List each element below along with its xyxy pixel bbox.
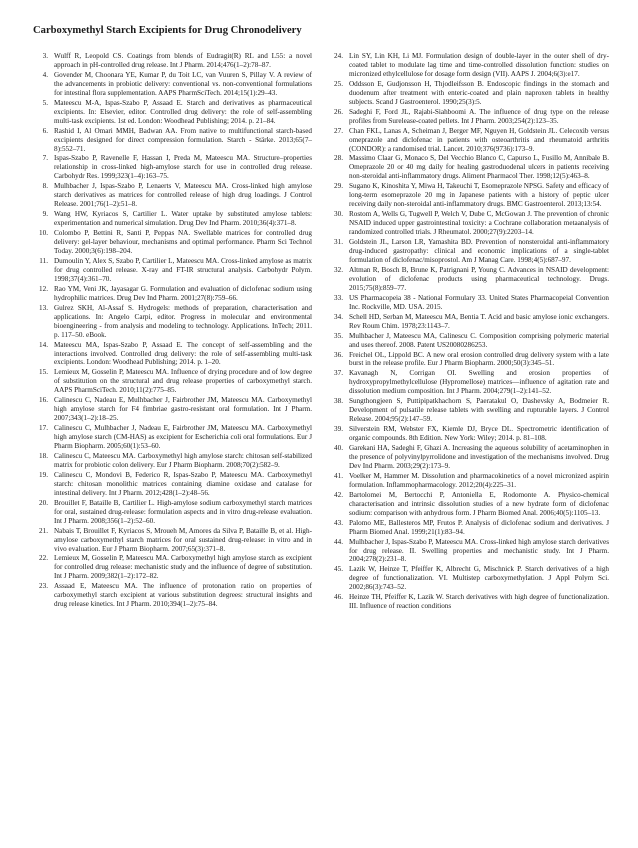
reference-text: Ispas-Szabo P, Ravenelle F, Hassan I, Preda M, Mateescu MA. Structure–properties relationship in cross-linked high-amylose starch for use in controlled drug release. Carbohydr Res. 1999;323(1–4):163–75. (54, 154, 312, 181)
reference-number: 40. (334, 444, 343, 453)
reference-text: Bartolomei M, Bertocchi P, Antoniella E, Rodomonte A. Physico-chemical characterisation and intrinsic dissolution studies of a new hydrate form of diclofenac sodium: comparison with anhydrous form. J Pharm Biomed Anal. 2006;40(5):1105–13. (349, 490, 609, 517)
reference-item (326, 444, 609, 471)
reference-number: 35. (334, 331, 343, 340)
reference-item (326, 565, 609, 592)
reference-text: Mulhbacher J, Ispas-Szabo P, Mateescu MA. Cross-linked high amylose starch derivatives for drug release. II. Swelling properties and mechanistic study. Int J Pharm. 2004;278(2):231–8. (349, 537, 609, 564)
reference-number: 21. (39, 526, 48, 535)
reference-item (326, 538, 609, 565)
reference-item (31, 471, 312, 498)
reference-item (31, 127, 312, 154)
reference-item (326, 266, 609, 293)
reference-number: 37. (334, 369, 343, 378)
reference-number: 3. (42, 52, 48, 60)
reference-number: 23. (39, 582, 48, 591)
reference-list-right (326, 52, 609, 611)
reference-text: Goldstein JL, Larson LR, Yamashita BD. Prevention of nonsteroidal anti-inflammatory drug-induced gastropathy: clinical and economic implications of a single-tablet formulation of diclofenac/misoprostol. Am J Manag Care. 1998;4(5):687–97. (349, 238, 609, 264)
reference-item (326, 332, 609, 350)
reference-number: 25. (334, 79, 343, 88)
reference-text: Nabais T, Brouillet F, Kyriacos S, Mroueh M, Amores da Silva P, Bataille B, et al. High-amylose carboxymethyl starch matrices for oral sustained drug-release: in vitro and in vivo evaluation. Eur J Pharm Biopharm. 2007;65(3):371–8. (54, 526, 312, 553)
reference-number: 29. (334, 182, 343, 191)
reference-text: Rashid I, Al Omari MMH, Badwan AA. From native to multifunctional starch-based excipients designed for direct compression formulation. Starch - Stärke. 2013;65(7–8):552–71. (54, 126, 312, 153)
reference-item (326, 397, 609, 424)
reference-text: Mulhbacher J, Mateescu MA, Calinescu C. Composition comprising polymeric material and uses thereof. 2008. Patent US20080286253. (349, 331, 609, 349)
reference-item (326, 80, 609, 107)
reference-text: Sungthongjeen S, Puttipipatkhachorn S, Paeratakul O, Dashevsky A, Bodmeier R. Development of pulsatile release tablets with swelling and rupturable layers. J Control Release. 2004;95(2):147–59. (349, 397, 609, 424)
reference-number: 33. (334, 293, 343, 302)
reference-number: 30. (334, 210, 343, 219)
reference-item (31, 341, 312, 368)
reference-text: Lazik W, Heinze T, Pfeiffer K, Albrecht G, Mischnick P. Starch derivatives of a high degree of functionalization. VI. Multistep carboxymethylation. J Appl Polym Sci. 2002;86(3):743–52. (349, 565, 609, 592)
reference-item (31, 582, 312, 609)
reference-item (326, 491, 609, 518)
reference-text: Lemieux M, Gosselin P, Mateescu MA. Carboxymethyl high amylose starch as excipient for controlled drug release: mechanistic study and the influence of degree of substitution. Int J Pharm. 2009;382(1–2):172–82. (54, 554, 312, 581)
reference-item (31, 554, 312, 581)
reference-item (326, 154, 609, 181)
reference-item (326, 425, 609, 443)
reference-number: 38. (334, 397, 343, 406)
page-title: Carboxymethyl Starch Excipients for Drug Chronodelivery (33, 25, 302, 36)
reference-text: Govender M, Choonara YE, Kumar P, du Toit LC, van Vuuren S, Pillay V. A review of the advancements in probiotic delivery: conventional vs. non-conventional formulations for intestinal flora supplementation. AAPS PharmSciTech. 2014;15(1):29–43. (54, 70, 312, 97)
reference-item (31, 285, 312, 303)
reference-item (326, 210, 609, 237)
reference-number: 19. (39, 470, 48, 479)
reference-text: Dumoulin Y, Alex S, Szabo P, Cartilier L, Mateescu MA. Cross-linked amylose as matrix for drug controlled release. X-ray and FT-IR structural analysis. Carbohydr Polym. 1998;37(4):361–70. (54, 256, 312, 283)
reference-text: Palomo ME, Ballesteros MP, Frutos P. Analysis of diclofenac sodium and derivatives. J Pharm Biomed Anal. 1999;21(1):83–94. (349, 518, 609, 536)
reference-number: 32. (334, 265, 343, 274)
reference-item (326, 593, 609, 611)
reference-text: Rostom A, Wells G, Tugwell P, Welch V, Dube C, McGowan J. The prevention of chronic NSAID induced upper gastrointestinal toxicity: a Cochrane collaboration metaanalysis of randomized controlled trials. J Rheumatol. 2000;27(9):2203–14. (349, 210, 609, 237)
reference-text: Mulhbacher J, Ispas-Szabo P, Lenaerts V, Mateescu MA. Cross-linked high amylose starch derivatives as matrices for controlled release of high drug loadings. J Control Release. 2001;76(1–2):51–8. (54, 182, 312, 209)
reference-item (31, 527, 312, 554)
reference-number: 5. (42, 98, 48, 107)
reference-number: 17. (39, 424, 48, 433)
reference-text: Mateescu MA, Ispas-Szabo P, Assaad E. The concept of self-assembling and the interactions involved. Controlled drug delivery: the role of self-assembling multi-task excipients. London: Woodhead Publishing; 2014. p. 1–20. (54, 340, 312, 367)
reference-text: Oddsson E, Gudjonsson H, Thjodleifsson B. Endoscopic findings in the stomach and duodenum after treatment with enteric-coated and plain naproxen tablets in healthy subjects. Scand J Gastroenterol. 1990;25(3):5. (349, 79, 609, 106)
reference-text: Calinescu C, Mondovi B, Federico R, Ispas-Szabo P, Mateescu MA. Carboxymethyl starch: chitosan monolithic matrices containing diamine oxidase and catalase for intestinal delivery. Int J Pharm. 2012;428(1–2):48–56. (54, 470, 312, 497)
reference-text: Gulrez SKH, Al-Assaf S. Hydrogels: methods of preparation, characterisation and applications. In: Angelo Carpi, editor. Progress in molecular and environmental bioengineering - from analysis and modeling to technology. Applications. InTech; 2011. p. 117–50. eBook. (54, 303, 312, 339)
reference-number: 11. (39, 256, 48, 265)
reference-text: Wulff R, Leopold CS. Coatings from blends of Eudragit(R) RL and L55: a novel approach in pH-controlled drug release. Int J Pharm. 2014;476(1–2):78–87. (54, 52, 312, 69)
reference-item (31, 452, 312, 470)
references-column-right (326, 52, 609, 842)
reference-number: 10. (39, 229, 48, 238)
reference-number: 39. (334, 425, 343, 434)
reference-number: 4. (42, 70, 48, 79)
reference-item (31, 99, 312, 126)
reference-item (31, 304, 312, 340)
reference-number: 7. (42, 154, 48, 163)
reference-number: 27. (334, 126, 343, 135)
reference-number: 43. (334, 518, 343, 527)
reference-number: 31. (334, 238, 343, 247)
reference-number: 15. (39, 368, 48, 377)
reference-text: US Pharmacopeia 38 - National Formulary 33. United States Pharmacopeial Convention Inc. Rockville, MD. USA. 2015. (349, 293, 609, 311)
reference-number: 14. (39, 340, 48, 349)
reference-number: 42. (334, 490, 343, 499)
reference-text: Chan FKL, Lanas A, Scheiman J, Berger MF, Nguyen H, Goldstein JL. Celecoxib versus omeprazole and diclofenac in patients with osteoarthritis and rheumatoid arthritis (CONDOR): a randomised trial. Lancet. 2010;376(9736):173–9. (349, 126, 609, 153)
reference-list-left (31, 52, 312, 609)
reference-item (326, 351, 609, 369)
reference-text: Assaad E, Mateescu MA. The influence of protonation ratio on properties of carboxymethyl starch excipient at various substitution degrees: structural insights and drug release kinetics. Int J Pharm. 2010;394(1–2):75–84. (54, 582, 312, 609)
reference-item (326, 108, 609, 126)
references-column-left (31, 52, 312, 842)
reference-text: Garekani HA, Sadeghi F, Ghazi A. Increasing the aqueous solubility of acetaminophen in the presence of polyvinylpyrrolidone and investigation of the mechanisms involved. Drug Dev Ind Pharm. 2003;29(2):173–9. (349, 444, 609, 470)
reference-number: 34. (334, 312, 343, 321)
reference-item (31, 368, 312, 395)
reference-item (326, 127, 609, 154)
reference-text: Wang HW, Kyriacos S, Cartilier L. Water uptake by substituted amylose tablets: experimentation and numerical simulation. Drug Dev Ind Pharm. 2010;36(4):371–8. (54, 210, 312, 228)
reference-text: Altman R, Bosch B, Brune K, Patrignani P, Young C. Advances in NSAID development: evolution of diclofenac products using pharmaceutical technology. Drugs. 2015;75(8):859–77. (349, 265, 609, 292)
reference-number: 45. (334, 565, 343, 574)
reference-text: Mateescu M-A, Ispas-Szabo P, Assaad E. Starch and derivatives as pharmaceutical excipients. In: Elsevier, editor. Controlled drug delivery: the role of self-assembling multi-task excipients. 1st ed. London: Woodhead Publishing; 2014. p. 21–84. (54, 98, 312, 125)
reference-item (326, 472, 609, 490)
reference-number: 16. (39, 396, 48, 405)
reference-text: Calinescu C, Nadeau E, Mulhbacher J, Fairbrother JM, Mateescu MA. Carboxymethyl high amylose starch for F4 fimbriae gastro-resistant oral formulation. Int J Pharm. 2007;343(1–2):18–25. (54, 396, 312, 423)
reference-text: Kavanagh N, Corrigan OI. Swelling and erosion properties of hydroxypropylmethylcellulose (Hypromellose) matrices—influence of agitation rate and dissolution medium composition. Int J Pharm. 2004;279(1–2):141–52. (349, 369, 609, 396)
reference-number: 44. (334, 537, 343, 546)
reference-text: Voelker M, Hammer M. Dissolution and pharmacokinetics of a novel micronized aspirin formulation. Inflammopharmacology. 2012;20(4):225–31. (349, 471, 609, 489)
reference-text: Silverstein RM, Webster FX, Kiemle DJ, Bryce DL. Spectrometric identification of organic compounds. 8th Edition. New York: Wiley; 2014. p. 81–108. (349, 425, 609, 443)
reference-item (31, 210, 312, 228)
reference-number: 36. (334, 350, 343, 359)
reference-text: Sadeghi F, Ford JL, Rajabi-Siahboomi A. The influence of drug type on the release profiles from Surelease-coated pellets. Int J Pharm. 2003;254(2):123–35. (349, 107, 609, 125)
reference-text: Brouillet F, Bataille B, Cartilier L. High-amylose sodium carboxymethyl starch matrices for oral, sustained drug-release: formulation aspects and in vitro drug-release evaluation. Int J Pharm. 2008;356(1–2):52–60. (54, 498, 312, 525)
reference-item (31, 257, 312, 284)
reference-item (31, 424, 312, 451)
reference-text: Calinescu C, Mulhbacher J, Nadeau E, Fairbrother JM, Mateescu MA. Carboxymethyl high amylose starch (CM-HAS) as excipient for Escherichia coli oral formulations. Eur J Pharm Biopharm. 2005;60(1):53–60. (54, 424, 312, 451)
reference-item (326, 294, 609, 312)
reference-number: 22. (39, 554, 48, 563)
reference-number: 46. (334, 593, 343, 602)
reference-text: Heinze TH, Pfeiffer K, Lazik W. Starch derivatives with high degree of functionalization. III. Influence of reaction conditions (349, 593, 609, 611)
reference-item (31, 229, 312, 256)
reference-text: Lin SY, Lin KH, Li MJ. Formulation design of double-layer in the outer shell of dry-coated tablet to modulate lag time and time-controlled dissolution function: studies on micronized ethylcellulose for dosage form design (VII). AAPS J. 2004;6(3):e17. (349, 52, 609, 78)
reference-number: 18. (39, 451, 48, 460)
reference-number: 24. (334, 52, 343, 60)
reference-item (326, 313, 609, 331)
reference-text: Lemieux M, Gosselin P, Mateescu MA. Influence of drying procedure and of low degree of substitution on the structural and drug release properties of carboxymethyl starch. AAPS PharmSciTech. 2010;11(2):775–85. (54, 368, 312, 395)
reference-item (31, 52, 312, 70)
reference-text: Calinescu C, Mateescu MA. Carboxymethyl high amylose starch: chitosan self-stabilized matrix for probiotic colon delivery. Eur J Pharm Biopharm. 2008;70(2):582–9. (54, 451, 312, 469)
reference-number: 41. (334, 471, 343, 480)
reference-text: Colombo P, Bettini R, Santi P, Peppas NA. Swellable matrices for controlled drug delivery: gel-layer behaviour, mechanisms and optimal performance. Pharm Sci Technol Today. 2000;3(6):198–204. (54, 229, 312, 256)
reference-number: 12. (39, 284, 48, 293)
reference-number: 8. (42, 182, 48, 191)
reference-text: Massimo Claar G, Monaco S, Del Vecchio Blanco C, Capurso L, Fusillo M, Annibale B. Omeprazole 20 or 40 mg daily for healing gastroduodenal ulcers in patients receiving non-steroidal anti-inflammatory drugs. Aliment Pharmacol Ther. 1998;12(5):463–8. (349, 154, 609, 181)
reference-number: 13. (39, 303, 48, 312)
reference-text: Rao YM, Veni JK, Jayasagar G. Formulation and evaluation of diclofenac sodium using hydrophilic matrices. Drug Dev Ind Pharm. 2001;27(8):759–66. (54, 284, 312, 302)
reference-item (31, 71, 312, 98)
reference-number: 26. (334, 107, 343, 116)
reference-text: Schell HD, Serban M, Mateescu MA, Bentia T. Acid and basic amylose ionic exchangers. Rev Roum Chim. 1978;23:1143–7. (349, 312, 609, 330)
reference-item (31, 154, 312, 181)
reference-text: Freichel OL, Lippold BC. A new oral erosion controlled drug delivery system with a late burst in the release profile. Eur J Pharm Biopharm. 2000;50(3):345–51. (349, 350, 609, 368)
reference-number: 9. (42, 210, 48, 219)
reference-item (31, 499, 312, 526)
reference-number: 6. (42, 126, 48, 135)
reference-item (326, 52, 609, 79)
reference-item (31, 182, 312, 209)
reference-item (326, 238, 609, 265)
reference-item (326, 182, 609, 209)
reference-item (31, 396, 312, 423)
reference-number: 28. (334, 154, 343, 163)
reference-item (326, 369, 609, 396)
reference-number: 20. (39, 498, 48, 507)
reference-item (326, 519, 609, 537)
reference-text: Sugano K, Kinoshita Y, Miwa H, Takeuchi T, Esomeprazole NPSG. Safety and efficacy of long-term esomeprazole 20 mg in Japanese patients with a history of peptic ulcer receiving daily non-steroidal anti-inflammatory drugs. BMC Gastroenterol. 2013;13:54. (349, 182, 609, 209)
